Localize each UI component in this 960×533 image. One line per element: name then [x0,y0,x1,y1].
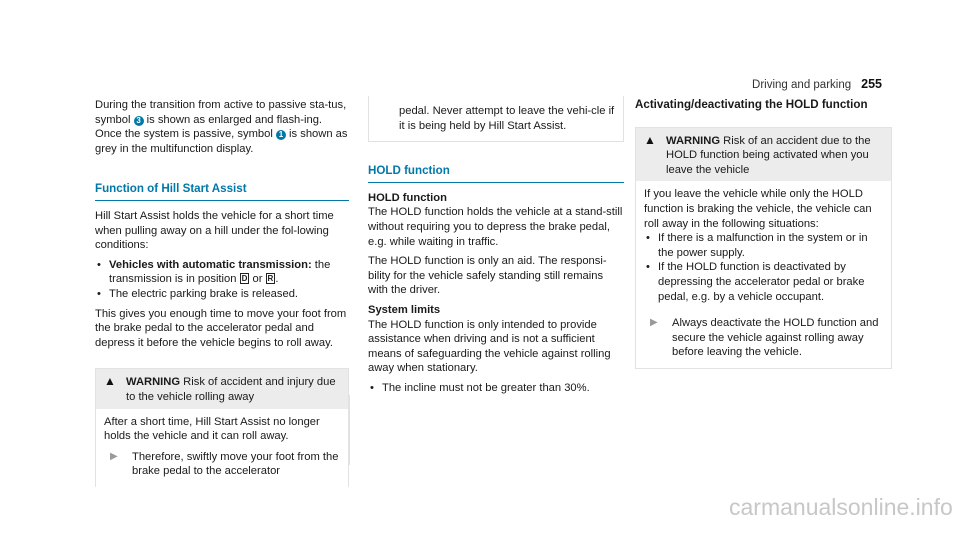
action-step: ▶ Always deactivate the HOLD function and secure the vehicle against rolling away before leaving the vehicle. [644,316,883,360]
list-item: • If there is a malfunction in the system or in the power supply. [646,232,868,259]
warning-box [635,127,892,369]
watermark: carmanualsonline.info [729,494,953,520]
section-name: Driving and parking [752,79,852,91]
section-divider [95,200,349,201]
warning-triangle-icon: ▲ [644,132,656,147]
section-title-hold: HOLD function [368,164,450,178]
symbol-3-icon: 3 [134,116,144,126]
hsa-paragraph: Hill Start Assist holds the vehicle for a short time when pulling away on a hill under the fol-lowing conditions: [95,209,334,252]
warning-label: WARNING [666,134,721,147]
bullet-dot-icon: • [370,381,374,394]
hold-paragraph-3: The HOLD function is only intended to provide assistance when driving and is not a sufficient means of safeguarding the vehicle against rolling away when stationary. [368,318,611,375]
section-divider [368,182,624,183]
list-item: • Vehicles with automatic transmission: the transmission is in position D or R . [97,258,331,286]
column-1 [95,98,349,487]
action-arrow-icon: ▶ [650,317,658,329]
conditions-list [95,258,349,302]
list-item: • The incline must not be greater than 30%. [370,381,590,394]
bullet-dot-icon: • [97,287,101,300]
action-arrow-icon: ▶ [110,450,118,462]
warning-header: ▲ WARNING Risk of accident and injury due to the vehicle rolling away [96,369,348,408]
hold-activation-title: Activating/deactivating the HOLD function [635,98,868,111]
column-3 [635,98,892,369]
column-2 [368,96,624,396]
symbol-1-icon: 1 [276,130,286,140]
warning-body: After a short time, Hill Start Assist no longer holds the vehicle and it can roll away. ▶ Therefore, swiftly move your foot from the brake pedal to the accelerator [104,415,339,478]
hold-paragraph-2: The HOLD function is only an aid. The responsi-bility for the vehicle safely standing still remains with the driver. [368,255,607,297]
system-limits-title: System limits [368,303,441,316]
bullet-dot-icon: • [646,261,650,274]
action-step: ▶ Therefore, swiftly move your foot from the brake pedal to the accelerator [104,450,340,479]
warning-continuation-box: pedal. Never attempt to leave the vehi-cle if it is being held by Hill Start Assist. [368,96,624,142]
warning-box-edge [349,395,350,465]
page-number: 255 [861,77,882,91]
subsection-title: HOLD function [368,191,447,204]
list-item: • If the HOLD function is deactivated by depressing the accelerator pedal or brake pedal, e.g. by a vehicle occupant. [646,261,865,303]
gear-r-icon: R [267,274,274,284]
warning-triangle-icon: ▲ [104,374,116,389]
warning-header: ▲ WARNING Risk of an accident due to the HOLD function being activated when you leave the vehicle [636,128,891,182]
page-header [752,77,882,93]
bullet-dot-icon: • [97,258,101,271]
intro-paragraph: During the transition from active to passive sta-tus, symbol 3 is shown as enlarged and flash-ing. Once the system is passive, symbol 1 is shown as grey in the multifunction display. [95,99,348,155]
warning-label: WARNING [126,376,181,389]
time-paragraph: This gives you enough time to move your foot from the brake pedal to the accelerator pedal and depress it before the vehicle begins to roll away. [95,307,347,349]
warning-body: If you leave the vehicle while only the HOLD function is braking the vehicle, the vehicle can roll away in the following situations: • If there is a malfunction in the system or in the power supply. • If the HOLD function is deactivated by depressing the accelerator pedal or brake pedal, e.g. by a vehicle occupant. ▶ Always deactivate the HOLD function and secure the vehicle against rolling away before leaving the vehicle. [636,181,891,368]
section-title-hill-start: Function of Hill Start Assist [95,182,247,196]
hold-paragraph-1: The HOLD function holds the vehicle at a stand-still without requiring you to depress the brake pedal, e.g. while waiting in traffic. [368,206,623,248]
bullet-dot-icon: • [646,232,650,245]
warning-box [95,368,349,487]
list-item: • The electric parking brake is released. [97,287,299,300]
gear-d-icon: D [241,274,248,284]
